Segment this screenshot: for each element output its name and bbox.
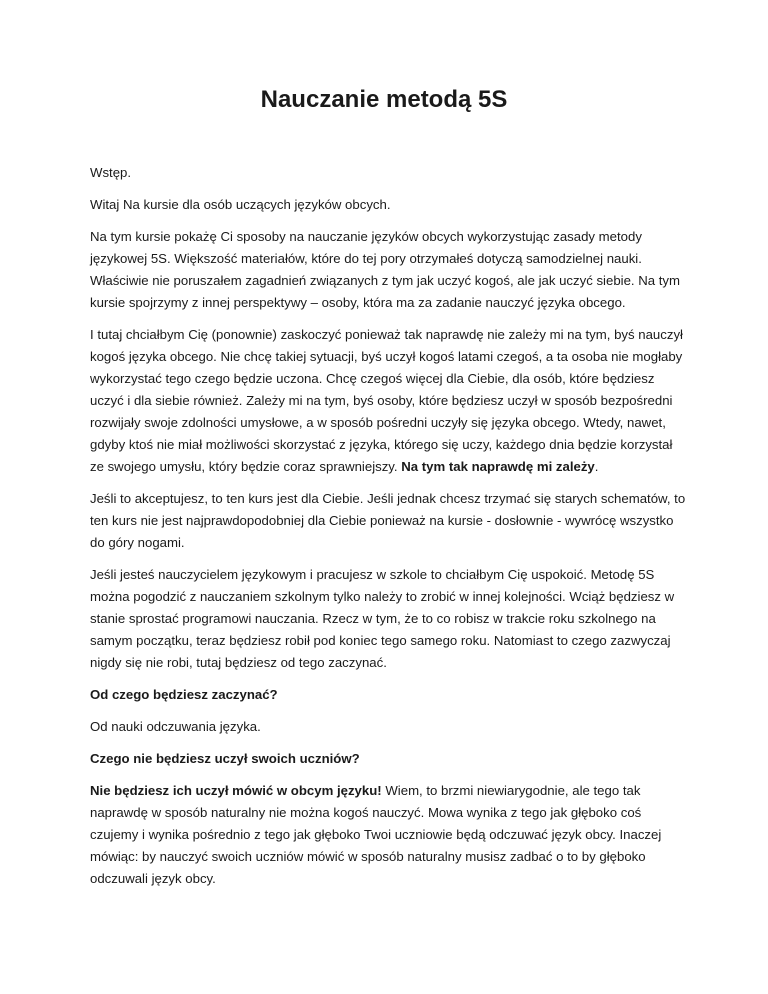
paragraph-welcome: Witaj Na kursie dla osób uczących języków obcych.	[90, 197, 391, 212]
paragraph-teachers: Jeśli jesteś nauczycielem językowym i pracujesz w szkole to chciałbym Cię uspokoić. Metodę 5S można pogodzić z nauczaniem szkolnym tylko należy to zrobić w innej kolejności. Wciąż będziesz w stanie sprostać programowi nauczania. Rzecz w tym, że to co robisz w trakcie roku szkolnego na samym początku, teraz będziesz robił pod koniec tego samego roku. Natomiast to czego zazwyczaj nigdy się nie robi, tutaj będziesz od tego zaczynać.	[90, 567, 675, 670]
paragraph-start-answer: Od nauki odczuwania języka.	[90, 719, 261, 734]
paragraph-course-overview: Na tym kursie pokażę Ci sposoby na nauczanie języków obcych wykorzystując zasady metody językowej 5S. Większość materiałów, które do tej pory otrzymałeś dotyczą samodzielnej nauki. Właściwie nie poruszałem zagadnień związanych z tym jak uczyć kogoś, ale jak uczyć siebie. Na tym kursie spojrzymy z innej perspektywy – osoby, która ma za zadanie nauczyć języka obcego.	[90, 229, 681, 310]
paragraph-intro-label: Wstęp.	[90, 165, 132, 180]
paragraph-acceptance: Jeśli to akceptujesz, to ten kurs jest dla Ciebie. Jeśli jednak chcesz trzymać się starych schematów, to ten kurs nie jest najprawdopodobniej dla Ciebie ponieważ na kursie - dosłownie - wywrócę wszystko do góry nogami.	[90, 491, 686, 550]
goals-emphasis: Na tym tak naprawdę mi zależy	[401, 459, 595, 474]
not-teach-emphasis: Nie będziesz ich uczył mówić w obcym języku!	[90, 783, 382, 798]
heading-not-teach: Czego nie będziesz uczył swoich uczniów?	[90, 751, 360, 766]
paragraph-not-teach-answer	[90, 780, 690, 890]
document-body	[90, 162, 690, 900]
paragraph-goals	[90, 324, 690, 478]
heading-start: Od czego będziesz zaczynać?	[90, 687, 278, 702]
goals-period: .	[594, 459, 599, 474]
goals-text: I tutaj chciałbym Cię (ponownie) zaskoczyć ponieważ tak naprawdę nie zależy mi na tym, byś nauczył kogoś języka obcego. Nie chcę takiej sytuacji, byś uczył kogoś latami czegoś, a ta osoba nie mogłaby wykorzystać tego czego będzie uczona. Chcę czegoś więcej dla Ciebie, dla osób, które będziesz uczyć i dla siebie również. Zależy mi na tym, byś osoby, które będziesz uczył w sposób bezpośredni rozwijały swoje zdolności umysłowe, a w sposób pośredni uczyły się języka obcego. Wtedy, nawet, gdyby ktoś nie miał możliwości skorzystać z języka, którego się uczy, każdego dnia będzie korzystał ze swojego umysłu, który będzie coraz sprawniejszy.	[90, 327, 683, 474]
document-title: Nauczanie metodą 5S	[260, 86, 508, 113]
not-teach-text: Wiem, to brzmi niewiarygodnie, ale tego tak naprawdę w sposób naturalny nie można kogoś nauczyć. Mowa wynika z tego jak głęboko coś czujemy i wynika pośrednio z tego jak głęboko Twoi uczniowie będą odczuwać język obcy. Inaczej mówiąc: by nauczyć swoich uczniów mówić w sposób naturalny musisz zadbać o to by głęboko odczuwali język obcy.	[90, 783, 662, 886]
